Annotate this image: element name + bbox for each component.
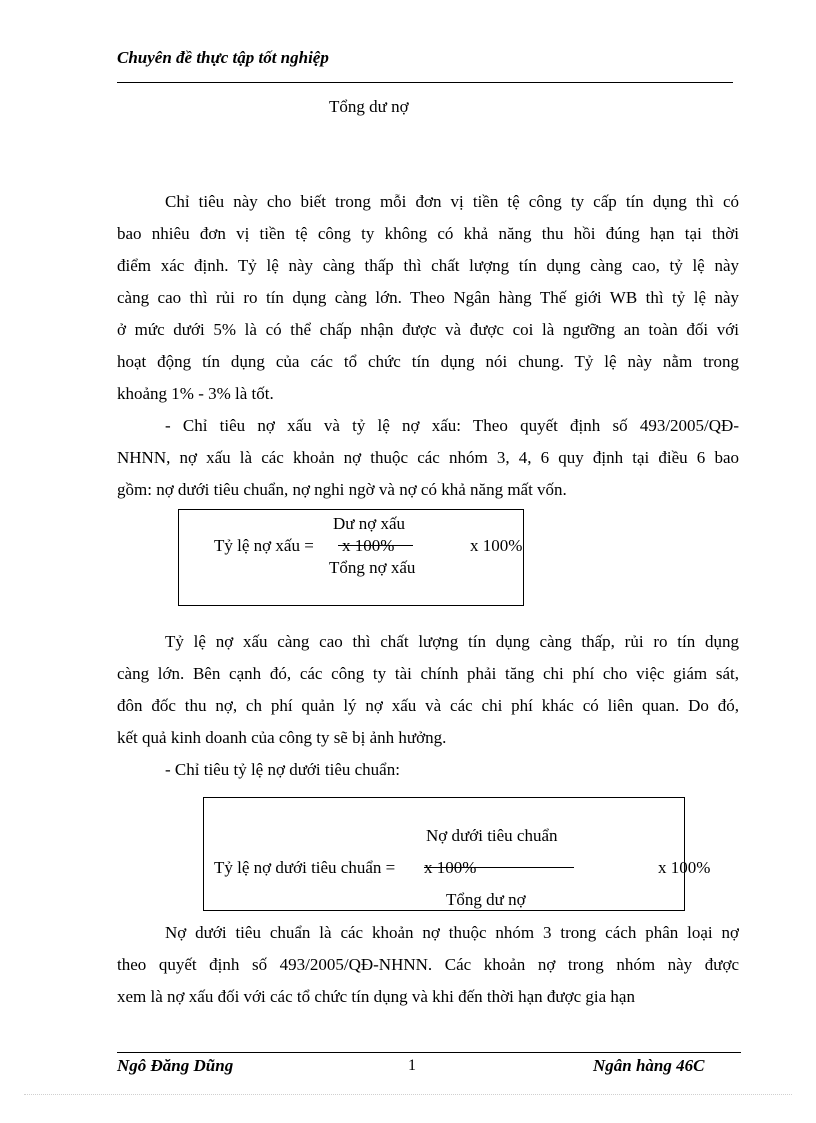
- header-rule: [117, 82, 733, 83]
- paragraph-line: - Chỉ tiêu nợ xấu và tỷ lệ nợ xấu: Theo quyết định số 493/2005/QĐ-: [165, 416, 739, 435]
- paragraph-line: càng cao thì rủi ro tín dụng càng lớn. Theo Ngân hàng Thế giới WB thì tỷ lệ này: [117, 288, 739, 307]
- header-title: Chuyên đề thực tập tốt nghiệp: [117, 48, 329, 67]
- formula-struck-text: x 100%: [342, 536, 395, 555]
- formula-struck-text: x 100%: [424, 858, 477, 877]
- formula-multiplier: x 100%: [470, 536, 523, 555]
- substandard-debt-ratio-formula-box: [203, 797, 685, 911]
- paragraph-line: càng lớn. Bên cạnh đó, các công ty tài chính phải tăng chi phí cho việc giám sát,: [117, 664, 739, 683]
- formula-numerator: Dư nợ xấu: [333, 514, 406, 533]
- paragraph-line: xem là nợ xấu đối với các tổ chức tín dụng và khi đến thời hạn được gia hạn: [117, 987, 635, 1006]
- paragraph-line: Tỷ lệ nợ xấu càng cao thì chất lượng tín dụng càng thấp, rủi ro tín dụng: [165, 632, 739, 651]
- paragraph-line: điểm xác định. Tỷ lệ này càng thấp thì chất lượng tín dụng càng cao, tỷ lệ này: [117, 256, 739, 275]
- formula-denominator: Tổng dư nợ: [446, 890, 526, 909]
- paragraph-line: đôn đốc thu nợ, ch phí quản lý nợ xấu và các chi phí khác có liên quan. Do đó,: [117, 696, 739, 715]
- paragraph-line: theo quyết định số 493/2005/QĐ-NHNN. Các khoản nợ trong nhóm này được: [117, 955, 739, 974]
- paragraph-substandard-heading: [117, 754, 739, 786]
- formula-label: Tỷ lệ nợ xấu =: [214, 536, 314, 555]
- page-number: 1: [408, 1057, 416, 1074]
- formula-multiplier: x 100%: [658, 858, 711, 877]
- footer-author: Ngô Đăng Dũng: [117, 1056, 234, 1075]
- paragraph-bad-debt-definition: [117, 410, 739, 506]
- footer-class-name: Ngân hàng 46C: [593, 1056, 705, 1075]
- footer-rule: [117, 1052, 741, 1053]
- page-bottom-edge: [24, 1094, 792, 1095]
- paragraph-line: bao nhiêu đơn vị tiền tệ công ty không có khả năng thu hồi đúng hạn tại thời: [117, 224, 739, 243]
- paragraph-line: ở mức dưới 5% là có thể chấp nhận được và được coi là ngưỡng an toàn đối với: [117, 320, 739, 339]
- paragraph-line: Chỉ tiêu này cho biết trong mỗi đơn vị tiền tệ công ty cấp tín dụng thì có: [165, 192, 739, 211]
- fraction-bar: [424, 867, 574, 868]
- fraction-bar: [338, 545, 413, 546]
- formula-numerator: Nợ dưới tiêu chuẩn: [426, 826, 558, 845]
- paragraph-ratio-explanation: [117, 186, 739, 410]
- paragraph-line: Nợ dưới tiêu chuẩn là các khoản nợ thuộc nhóm 3 trong cách phân loại nợ: [165, 923, 739, 942]
- previous-formula-denominator: Tổng dư nợ: [329, 97, 409, 116]
- paragraph-substandard-definition: [117, 917, 739, 1013]
- paragraph-line: gồm: nợ dưới tiêu chuẩn, nợ nghi ngờ và nợ có khả năng mất vốn.: [117, 480, 567, 499]
- paragraph-line: khoảng 1% - 3% là tốt.: [117, 384, 274, 403]
- paragraph-line: kết quả kinh doanh của công ty sẽ bị ảnh hưởng.: [117, 728, 447, 747]
- paragraph-line: - Chỉ tiêu tỷ lệ nợ dưới tiêu chuẩn:: [165, 760, 400, 779]
- paragraph-line: NHNN, nợ xấu là các khoản nợ thuộc các nhóm 3, 4, 6 quy định tại điều 6 bao: [117, 448, 739, 467]
- paragraph-line: hoạt động tín dụng của các tổ chức tín dụng nói chung. Tỷ lệ này nằm trong: [117, 352, 739, 371]
- formula-denominator: Tổng nợ xấu: [329, 558, 416, 577]
- paragraph-bad-debt-consequences: [117, 626, 739, 754]
- formula-label: Tỷ lệ nợ dưới tiêu chuẩn =: [214, 858, 396, 877]
